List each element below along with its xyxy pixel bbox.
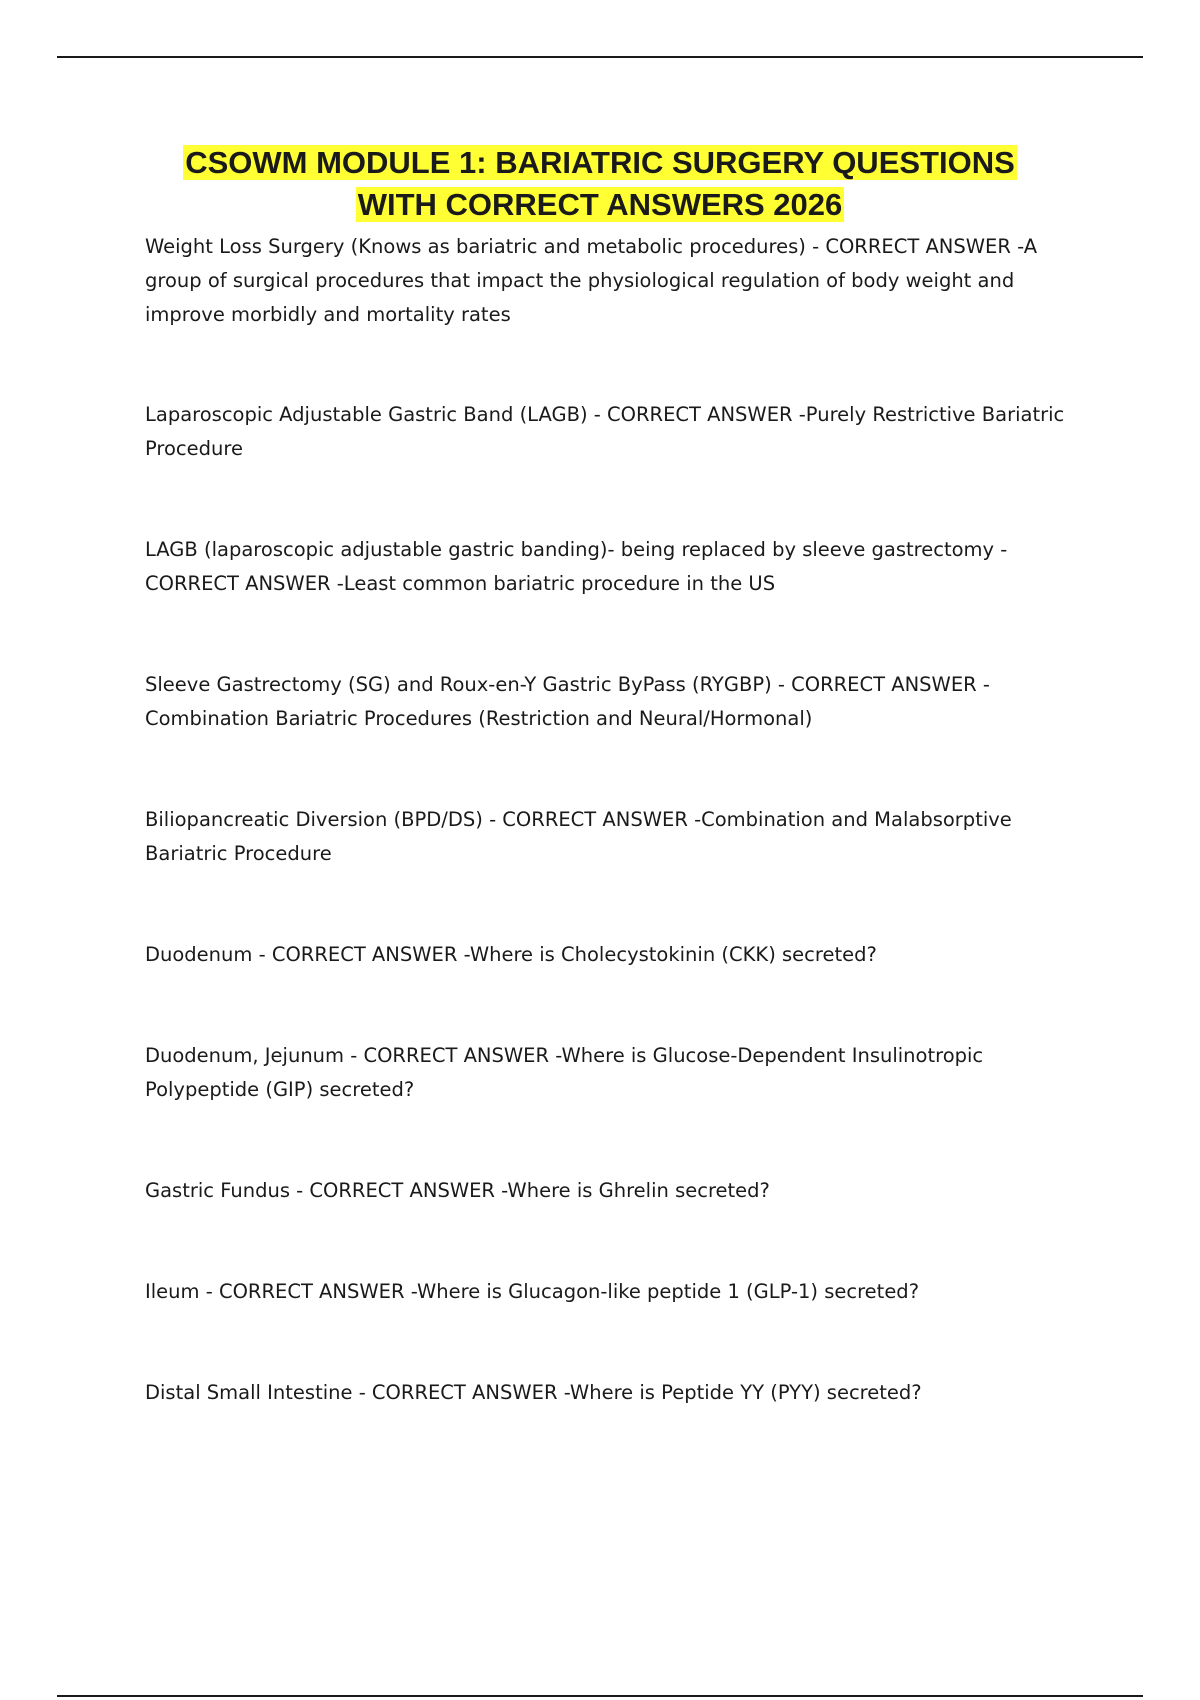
qa-entry-1: Weight Loss Surgery (Knows as bariatric and metabolic procedures) - CORRECT ANSWER -A group of surgical procedures that impact the physiological regulation of body weight and improve morbidly and mortality rates <box>145 235 1038 326</box>
title-line-1: CSOWM MODULE 1: BARIATRIC SURGERY QUESTIONS <box>185 145 1015 180</box>
qa-entry-10: Distal Small Intestine - CORRECT ANSWER -Where is Peptide YY (PYY) secreted? <box>145 1381 922 1404</box>
qa-list <box>145 230 1065 1477</box>
qa-entry-7: Duodenum, Jejunum - CORRECT ANSWER -Where is Glucose-Dependent Insulinotropic Polypeptide (GIP) secreted? <box>145 1044 984 1101</box>
qa-entry-9: Ileum - CORRECT ANSWER -Where is Glucagon-like peptide 1 (GLP-1) secreted? <box>145 1280 920 1303</box>
qa-entry-6: Duodenum - CORRECT ANSWER -Where is Cholecystokinin (CKK) secreted? <box>145 943 877 966</box>
title-line-2: WITH CORRECT ANSWERS 2026 <box>357 187 843 222</box>
qa-entry-5: Biliopancreatic Diversion (BPD/DS) - CORRECT ANSWER -Combination and Malabsorptive Bariatric Procedure <box>145 808 1012 865</box>
qa-entry-4: Sleeve Gastrectomy (SG) and Roux-en-Y Gastric ByPass (RYGBP) - CORRECT ANSWER - Combination Bariatric Procedures (Restriction and Neural/Hormonal) <box>145 673 990 730</box>
document-title <box>0 142 1200 226</box>
top-rule <box>57 56 1143 58</box>
bottom-rule <box>57 1695 1143 1697</box>
qa-entry-3: LAGB (laparoscopic adjustable gastric banding)- being replaced by sleeve gastrectomy - CORRECT ANSWER -Least common bariatric procedure in the US <box>145 538 1008 595</box>
qa-entry-8: Gastric Fundus - CORRECT ANSWER -Where is Ghrelin secreted? <box>145 1179 770 1202</box>
qa-entry-2: Laparoscopic Adjustable Gastric Band (LAGB) - CORRECT ANSWER -Purely Restrictive Bariatric Procedure <box>145 403 1065 460</box>
